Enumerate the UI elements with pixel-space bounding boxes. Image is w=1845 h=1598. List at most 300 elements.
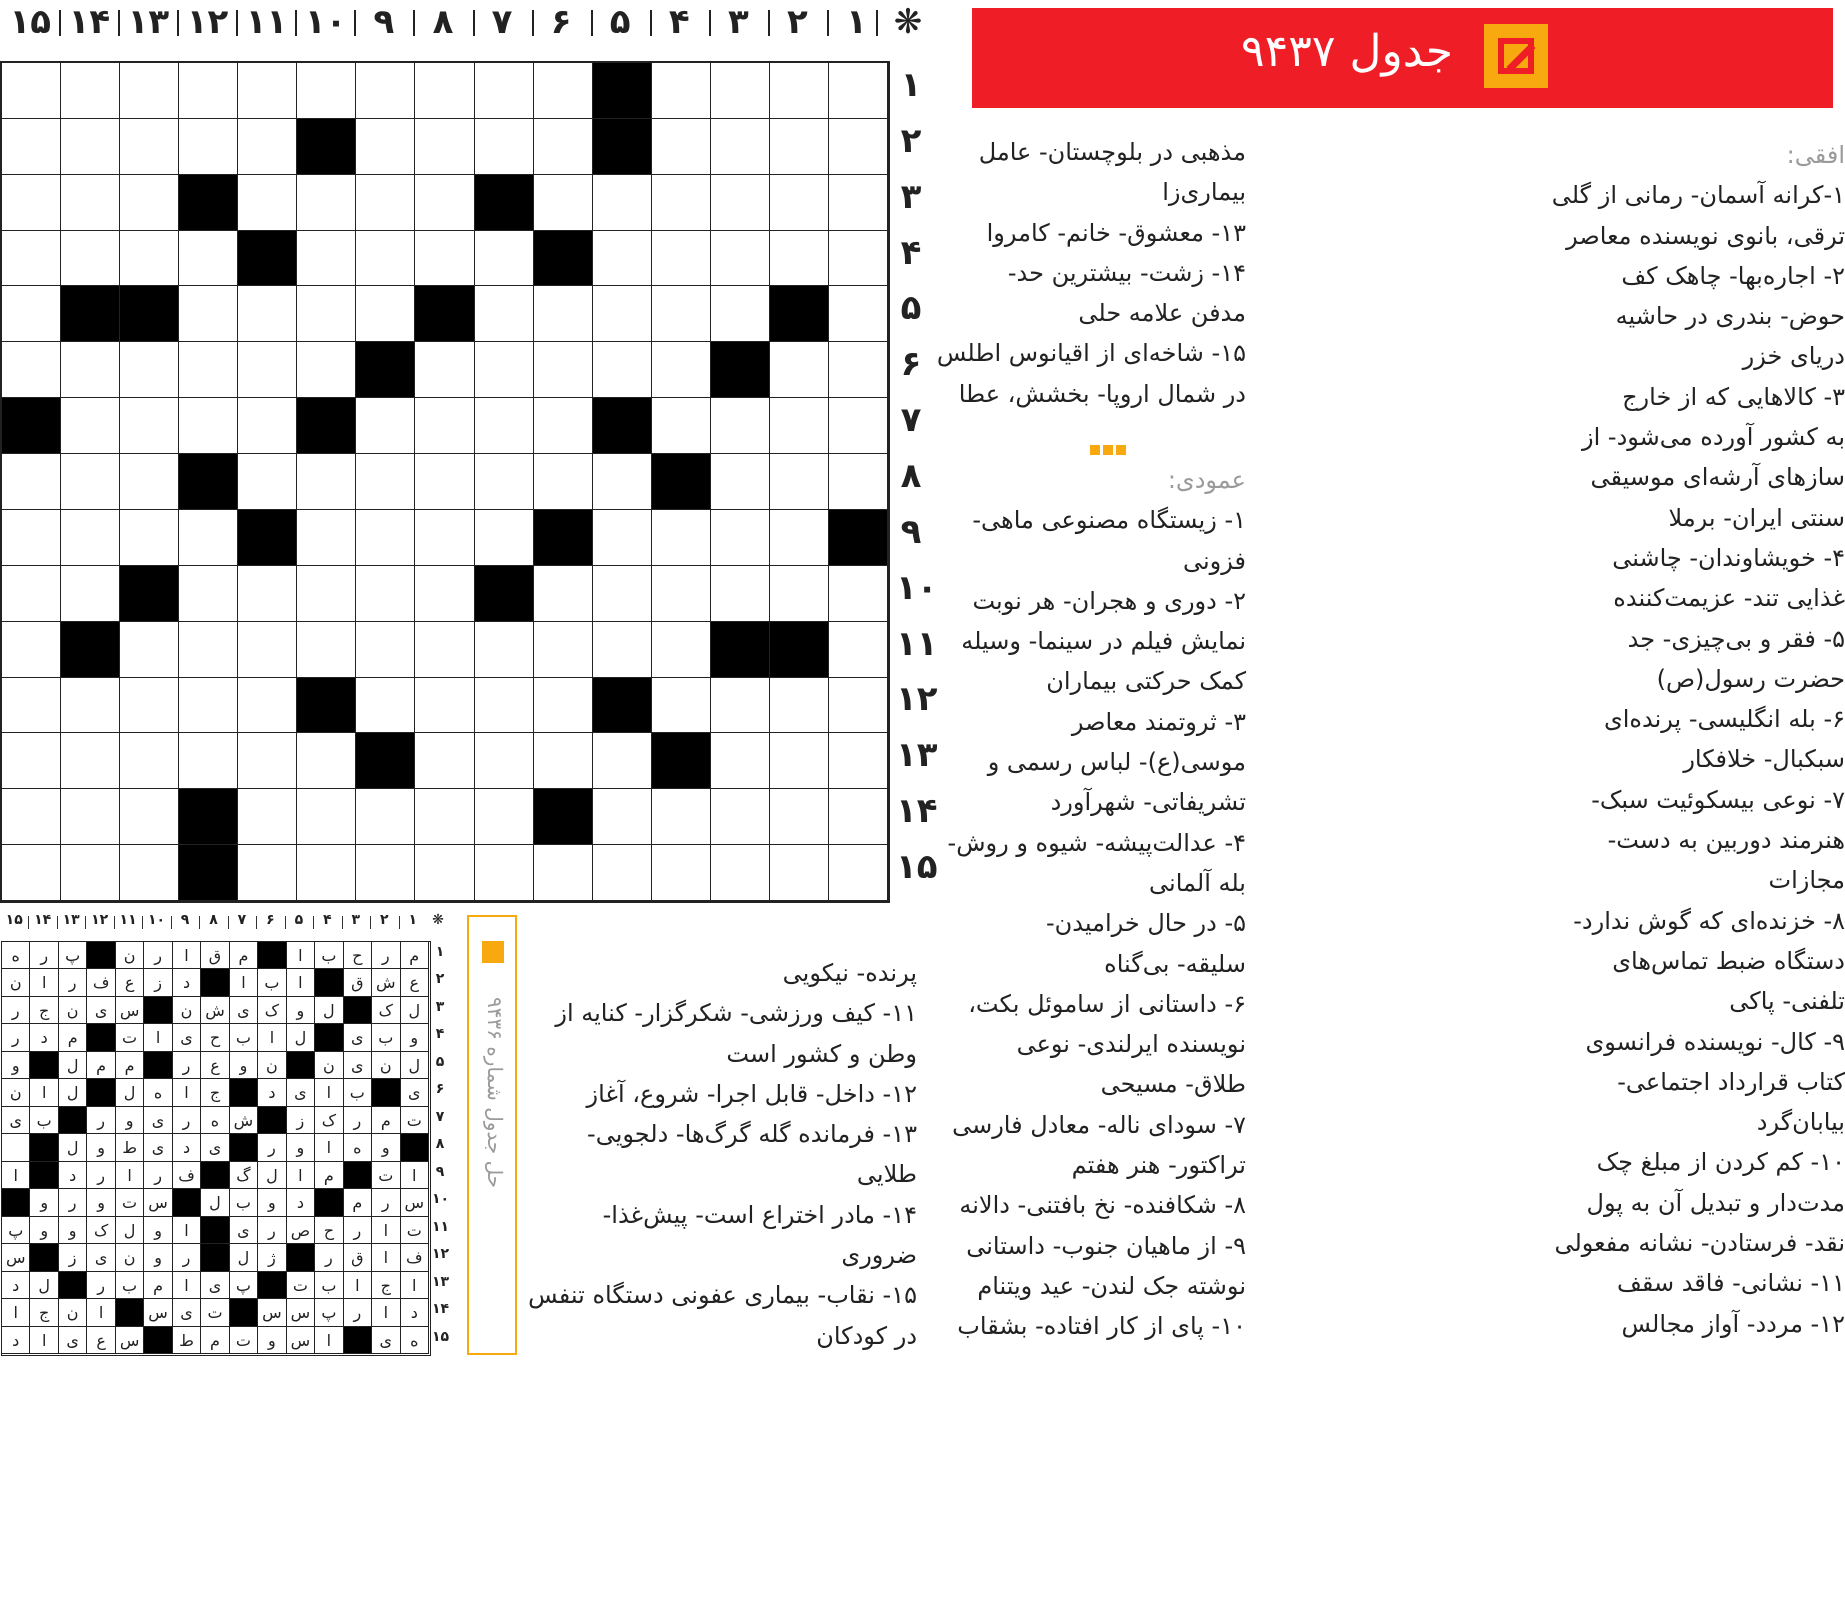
grid-cell[interactable] <box>829 733 888 789</box>
solution-cell: س <box>2 1244 30 1271</box>
grid-cell[interactable] <box>415 678 474 734</box>
grid-cell[interactable] <box>415 789 474 845</box>
solution-cell: ا <box>315 1134 343 1161</box>
solution-column-separator <box>57 916 58 929</box>
solution-row-number: ۵ <box>435 1053 445 1070</box>
solution-row-number: ۱۳ <box>432 1273 450 1290</box>
grid-cell[interactable] <box>475 845 534 901</box>
grid-cell[interactable] <box>711 286 770 342</box>
vertical-clues <box>948 460 1246 1347</box>
solution-cell: ح <box>344 942 372 969</box>
grid-cell[interactable] <box>61 175 120 231</box>
grid-cell[interactable] <box>297 510 356 566</box>
grid-cell[interactable] <box>61 678 120 734</box>
grid-cell[interactable] <box>534 398 593 454</box>
grid-cell[interactable] <box>61 845 120 901</box>
grid-cell[interactable] <box>593 342 652 398</box>
grid-cell[interactable] <box>415 454 474 510</box>
grid-cell[interactable] <box>120 789 179 845</box>
horizontal-clue-line: ۱۳- معشوق- خانم- کامروا <box>986 218 1246 247</box>
grid-cell[interactable] <box>829 678 888 734</box>
grid-cell[interactable] <box>179 119 238 175</box>
grid-cell[interactable] <box>415 566 474 622</box>
grid-cell[interactable] <box>475 286 534 342</box>
grid-cell[interactable] <box>829 789 888 845</box>
grid-cell[interactable] <box>356 119 415 175</box>
grid-cell[interactable] <box>238 398 297 454</box>
solution-column-separator <box>370 916 371 929</box>
grid-cell[interactable] <box>593 733 652 789</box>
grid-cell[interactable] <box>297 231 356 287</box>
grid-cell[interactable] <box>179 510 238 566</box>
grid-cell[interactable] <box>534 454 593 510</box>
grid-cell[interactable] <box>238 119 297 175</box>
grid-cell[interactable] <box>711 119 770 175</box>
vertical-clue-line: ۷- سودای ناله- معادل فارسی <box>952 1110 1246 1139</box>
solution-cell: ل <box>116 1217 144 1244</box>
solution-cell: ب <box>230 1024 258 1051</box>
grid-cell[interactable] <box>356 678 415 734</box>
grid-cell[interactable] <box>356 510 415 566</box>
vertical-clue-line: ۸- شکافنده- نخ بافتنی- دالانه <box>959 1191 1246 1220</box>
solution-cell: ی <box>344 1052 372 1079</box>
grid-cell[interactable] <box>179 342 238 398</box>
solution-cell: م <box>87 1052 115 1079</box>
grid-cell[interactable] <box>711 678 770 734</box>
grid-cell[interactable] <box>593 175 652 231</box>
grid-cell[interactable] <box>593 510 652 566</box>
grid-cell[interactable] <box>652 231 711 287</box>
black-cell <box>475 566 534 622</box>
grid-cell[interactable] <box>356 566 415 622</box>
grid-cell[interactable] <box>120 622 179 678</box>
horizontal-clue-line: بیابان‌گرد <box>1756 1108 1845 1137</box>
grid-cell[interactable] <box>711 566 770 622</box>
grid-cell[interactable] <box>829 63 888 119</box>
grid-cell[interactable] <box>711 789 770 845</box>
grid-cell[interactable] <box>2 510 61 566</box>
solution-cell: ا <box>372 1299 400 1326</box>
grid-cell[interactable] <box>120 231 179 287</box>
grid-cell[interactable] <box>711 845 770 901</box>
grid-cell[interactable] <box>238 622 297 678</box>
grid-cell[interactable] <box>652 286 711 342</box>
grid-cell[interactable] <box>238 789 297 845</box>
grid-cell[interactable] <box>711 510 770 566</box>
solution-cell: ا <box>287 1162 315 1189</box>
grid-cell[interactable] <box>593 566 652 622</box>
column-number: ۱۵ <box>9 2 52 42</box>
grid-cell[interactable] <box>652 510 711 566</box>
grid-cell[interactable] <box>120 845 179 901</box>
grid-cell[interactable] <box>61 733 120 789</box>
grid-cell[interactable] <box>238 733 297 789</box>
grid-cell[interactable] <box>534 678 593 734</box>
grid-cell[interactable] <box>652 175 711 231</box>
solution-cell: د <box>287 1189 315 1216</box>
grid-cell[interactable] <box>356 286 415 342</box>
grid-cell[interactable] <box>297 454 356 510</box>
grid-cell[interactable] <box>475 678 534 734</box>
solution-black-cell <box>315 969 343 996</box>
grid-cell[interactable] <box>120 454 179 510</box>
black-cell <box>534 789 593 845</box>
grid-cell[interactable] <box>297 63 356 119</box>
solution-cell: د <box>258 1079 286 1106</box>
solution-cell: ب <box>230 1189 258 1216</box>
grid-cell[interactable] <box>475 63 534 119</box>
solution-black-cell <box>59 1107 87 1134</box>
grid-cell[interactable] <box>770 510 829 566</box>
grid-cell[interactable] <box>2 286 61 342</box>
solution-cell: س <box>287 1327 315 1354</box>
grid-cell[interactable] <box>61 454 120 510</box>
solution-cell: و <box>87 1189 115 1216</box>
solution-black-cell <box>144 997 172 1024</box>
grid-cell[interactable] <box>829 342 888 398</box>
solution-column-number: ۱۱ <box>119 912 137 928</box>
grid-cell[interactable] <box>711 398 770 454</box>
grid-cell[interactable] <box>475 510 534 566</box>
solution-row-number: ۴ <box>435 1026 445 1043</box>
grid-cell[interactable] <box>61 119 120 175</box>
horizontal-clue-line: غذایی تند- عزیمت‌کننده <box>1613 584 1845 613</box>
grid-cell[interactable] <box>2 175 61 231</box>
solution-cell: ب <box>315 1272 343 1299</box>
grid-cell[interactable] <box>2 845 61 901</box>
solution-cell: ا <box>344 1272 372 1299</box>
solution-cell: ا <box>2 1299 30 1326</box>
grid-cell[interactable] <box>475 454 534 510</box>
row-number: ۷ <box>900 400 922 441</box>
row-number: ۱۰ <box>896 567 938 608</box>
grid-cell[interactable] <box>770 63 829 119</box>
grid-cell[interactable] <box>711 175 770 231</box>
grid-cell[interactable] <box>356 63 415 119</box>
grid-cell[interactable] <box>179 398 238 454</box>
grid-cell[interactable] <box>61 510 120 566</box>
solution-cell: م <box>315 1162 343 1189</box>
grid-cell[interactable] <box>120 63 179 119</box>
black-cell <box>770 286 829 342</box>
grid-cell[interactable] <box>534 175 593 231</box>
grid-cell[interactable] <box>415 342 474 398</box>
solution-cell: ی <box>144 1134 172 1161</box>
grid-cell[interactable] <box>770 733 829 789</box>
grid-cell[interactable] <box>238 175 297 231</box>
grid-cell[interactable] <box>120 733 179 789</box>
vertical-clue-line: موسی(ع)- لباس رسمی و <box>987 748 1246 777</box>
grid-cell[interactable] <box>534 342 593 398</box>
newspaper-logo-icon <box>1484 24 1548 88</box>
grid-cell[interactable] <box>297 622 356 678</box>
solution-cell: ر <box>258 1217 286 1244</box>
grid-cell[interactable] <box>61 398 120 454</box>
grid-cell[interactable] <box>475 231 534 287</box>
grid-cell[interactable] <box>770 845 829 901</box>
grid-cell[interactable] <box>652 342 711 398</box>
solution-cell: ت <box>201 1299 229 1326</box>
solution-black-cell <box>344 997 372 1024</box>
solution-grid <box>1 941 431 1356</box>
solution-cell: ه <box>144 1079 172 1106</box>
grid-cell[interactable] <box>652 622 711 678</box>
grid-cell[interactable] <box>652 845 711 901</box>
grid-cell[interactable] <box>652 678 711 734</box>
solution-row-number: ۳ <box>435 998 445 1015</box>
grid-cell[interactable] <box>61 342 120 398</box>
solution-cell: و <box>287 1134 315 1161</box>
black-cell <box>61 286 120 342</box>
grid-cell[interactable] <box>652 566 711 622</box>
solution-cell: ی <box>287 1079 315 1106</box>
solution-cell: س <box>258 1299 286 1326</box>
grid-cell[interactable] <box>829 119 888 175</box>
grid-cell[interactable] <box>770 342 829 398</box>
grid-cell[interactable] <box>415 175 474 231</box>
grid-cell[interactable] <box>770 678 829 734</box>
grid-cell[interactable] <box>61 566 120 622</box>
horizontal-clue-line: دریای خزر <box>1742 342 1845 371</box>
solution-black-cell <box>201 1217 229 1244</box>
grid-cell[interactable] <box>652 789 711 845</box>
solution-cell: ن <box>2 1079 30 1106</box>
grid-cell[interactable] <box>2 678 61 734</box>
grid-cell[interactable] <box>297 566 356 622</box>
grid-cell[interactable] <box>2 566 61 622</box>
solution-cell: ی <box>173 1299 201 1326</box>
horizontal-clue-line: سنتی ایران- برملا <box>1668 503 1845 532</box>
grid-cell[interactable] <box>238 342 297 398</box>
grid-cell[interactable] <box>297 789 356 845</box>
solution-cell: و <box>401 1024 429 1051</box>
grid-cell[interactable] <box>534 286 593 342</box>
solution-cell: ل <box>201 1189 229 1216</box>
grid-cell[interactable] <box>179 566 238 622</box>
grid-cell[interactable] <box>297 845 356 901</box>
grid-cell[interactable] <box>61 789 120 845</box>
grid-cell[interactable] <box>179 286 238 342</box>
grid-cell[interactable] <box>120 678 179 734</box>
grid-cell[interactable] <box>534 733 593 789</box>
grid-cell[interactable] <box>238 454 297 510</box>
grid-cell[interactable] <box>534 566 593 622</box>
grid-cell[interactable] <box>238 566 297 622</box>
grid-cell[interactable] <box>475 622 534 678</box>
grid-cell[interactable] <box>120 342 179 398</box>
horizontal-clue-line: به کشور آورده می‌شود- از <box>1582 423 1845 452</box>
grid-cell[interactable] <box>356 231 415 287</box>
grid-cell[interactable] <box>593 454 652 510</box>
column-separator <box>236 10 238 36</box>
grid-cell[interactable] <box>61 63 120 119</box>
grid-cell[interactable] <box>297 175 356 231</box>
solution-cell: ط <box>116 1134 144 1161</box>
grid-cell[interactable] <box>2 231 61 287</box>
column-number: ۴ <box>668 2 690 42</box>
black-cell <box>356 733 415 789</box>
grid-cell[interactable] <box>2 622 61 678</box>
solution-cell: ی <box>230 1217 258 1244</box>
grid-cell[interactable] <box>770 398 829 454</box>
grid-cell[interactable] <box>829 231 888 287</box>
grid-cell[interactable] <box>356 845 415 901</box>
grid-cell[interactable] <box>652 119 711 175</box>
grid-cell[interactable] <box>770 175 829 231</box>
grid-cell[interactable] <box>2 733 61 789</box>
title-bar <box>972 8 1833 108</box>
horizontal-clue-line: ۸- خزنده‌ای که گوش ندارد- <box>1573 906 1845 935</box>
grid-cell[interactable] <box>238 63 297 119</box>
horizontal-clue-line: مدت‌دار و تبدیل آن به پول <box>1586 1188 1845 1217</box>
solution-cell: ف <box>173 1162 201 1189</box>
solution-row-number: ۱۰ <box>432 1191 450 1208</box>
solution-cell: پ <box>315 1299 343 1326</box>
grid-cell[interactable] <box>120 175 179 231</box>
vertical-clues-continued <box>528 953 917 1356</box>
grid-cell[interactable] <box>415 119 474 175</box>
grid-cell[interactable] <box>415 733 474 789</box>
solution-cell: ب <box>315 942 343 969</box>
grid-cell[interactable] <box>475 342 534 398</box>
grid-cell[interactable] <box>593 845 652 901</box>
grid-cell[interactable] <box>415 231 474 287</box>
grid-cell[interactable] <box>829 286 888 342</box>
grid-cell[interactable] <box>297 733 356 789</box>
grid-cell[interactable] <box>475 398 534 454</box>
grid-cell[interactable] <box>770 566 829 622</box>
black-cell <box>120 566 179 622</box>
grid-cell[interactable] <box>120 398 179 454</box>
grid-cell[interactable] <box>534 845 593 901</box>
horizontal-clue-line: ۱-کرانه آسمان- رمانی از گلی <box>1551 181 1845 210</box>
grid-cell[interactable] <box>770 789 829 845</box>
grid-cell[interactable] <box>179 622 238 678</box>
solution-cell: ط <box>173 1327 201 1354</box>
grid-cell[interactable] <box>179 231 238 287</box>
grid-cell[interactable] <box>415 845 474 901</box>
solution-cell: ی <box>59 1327 87 1354</box>
grid-cell[interactable] <box>829 566 888 622</box>
crossword-grid <box>0 61 890 903</box>
grid-cell[interactable] <box>652 63 711 119</box>
grid-cell[interactable] <box>238 678 297 734</box>
grid-cell[interactable] <box>534 622 593 678</box>
grid-cell[interactable] <box>356 789 415 845</box>
vertical-clue-line: کمک حرکتی بیماران <box>1046 667 1246 696</box>
grid-cell[interactable] <box>2 454 61 510</box>
grid-cell[interactable] <box>238 286 297 342</box>
solution-black-cell <box>59 1272 87 1299</box>
grid-cell[interactable] <box>356 175 415 231</box>
grid-cell[interactable] <box>2 119 61 175</box>
grid-cell[interactable] <box>829 454 888 510</box>
grid-cell[interactable] <box>534 63 593 119</box>
grid-cell[interactable] <box>179 63 238 119</box>
grid-cell[interactable] <box>297 286 356 342</box>
solution-cell: ر <box>2 1024 30 1051</box>
solution-cell: ر <box>344 1299 372 1326</box>
solution-cell <box>2 1134 30 1161</box>
solution-cell: ل <box>230 1244 258 1271</box>
grid-cell[interactable] <box>2 342 61 398</box>
grid-cell[interactable] <box>593 789 652 845</box>
grid-cell[interactable] <box>829 398 888 454</box>
grid-cell[interactable] <box>61 231 120 287</box>
solution-cell: ژ <box>258 1244 286 1271</box>
solution-cell: س <box>116 997 144 1024</box>
horizontal-clue-line: ۱۰- کم کردن از مبلغ چک <box>1596 1148 1845 1177</box>
solution-cell: م <box>372 1107 400 1134</box>
grid-cell[interactable] <box>711 63 770 119</box>
grid-cell[interactable] <box>829 845 888 901</box>
vertical-clue-line: ۱- زیستگاه مصنوعی ماهی- <box>972 506 1246 535</box>
row-number: ۹ <box>900 511 922 552</box>
solution-row-number: ۱۱ <box>432 1218 450 1235</box>
grid-cell[interactable] <box>2 789 61 845</box>
grid-cell[interactable] <box>475 789 534 845</box>
grid-cell[interactable] <box>475 119 534 175</box>
vertical-clue-line: ۱۲- داخل- قابل اجرا- شروع، آغاز <box>586 1079 917 1108</box>
grid-cell[interactable] <box>593 286 652 342</box>
grid-cell[interactable] <box>2 63 61 119</box>
grid-cell[interactable] <box>415 398 474 454</box>
solution-cell: ح <box>315 1217 343 1244</box>
grid-cell[interactable] <box>711 231 770 287</box>
solution-cell: د <box>173 1134 201 1161</box>
column-number: ۹ <box>373 2 395 42</box>
grid-cell[interactable] <box>415 63 474 119</box>
grid-cell[interactable] <box>120 119 179 175</box>
horizontal-clue-line: ۴- خویشاوندان- چاشنی <box>1612 543 1845 572</box>
solution-cell: ب <box>116 1272 144 1299</box>
solution-cell: و <box>144 1217 172 1244</box>
solution-cell: ف <box>87 969 115 996</box>
solution-cell: پ <box>59 942 87 969</box>
solution-row-number: ۶ <box>435 1081 445 1098</box>
grid-cell[interactable] <box>475 733 534 789</box>
grid-cell[interactable] <box>297 342 356 398</box>
grid-cell[interactable] <box>711 454 770 510</box>
solution-cell: ن <box>59 1299 87 1326</box>
column-separator <box>591 10 593 36</box>
column-number: ۱ <box>846 2 867 42</box>
grid-cell[interactable] <box>415 510 474 566</box>
grid-cell[interactable] <box>356 622 415 678</box>
grid-cell[interactable] <box>770 119 829 175</box>
solution-cell: و <box>87 1134 115 1161</box>
grid-cell[interactable] <box>356 454 415 510</box>
grid-cell[interactable] <box>593 231 652 287</box>
grid-cell[interactable] <box>356 398 415 454</box>
grid-cell[interactable] <box>711 733 770 789</box>
grid-cell[interactable] <box>534 119 593 175</box>
grid-cell[interactable] <box>238 845 297 901</box>
grid-cell[interactable] <box>829 175 888 231</box>
grid-cell[interactable] <box>829 622 888 678</box>
grid-cell[interactable] <box>770 231 829 287</box>
solution-cell: ا <box>2 1162 30 1189</box>
grid-cell[interactable] <box>179 678 238 734</box>
solution-column-separator <box>171 916 172 929</box>
grid-cell[interactable] <box>770 454 829 510</box>
grid-cell[interactable] <box>593 622 652 678</box>
grid-cell[interactable] <box>415 622 474 678</box>
grid-cell[interactable] <box>652 398 711 454</box>
grid-cell[interactable] <box>120 510 179 566</box>
vertical-clue-line: طلایی <box>856 1160 917 1189</box>
grid-cell[interactable] <box>179 733 238 789</box>
